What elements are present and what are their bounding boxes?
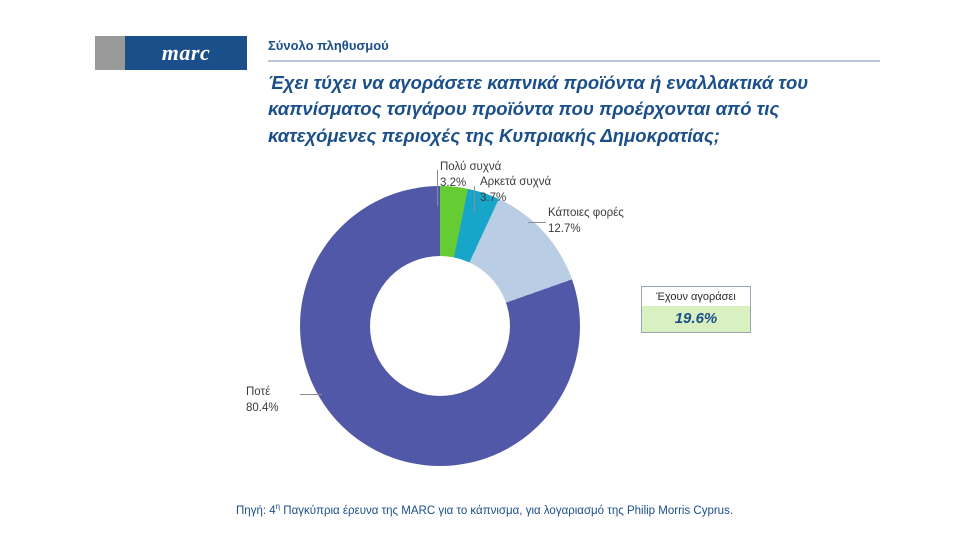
header-divider <box>268 60 880 62</box>
source-note-rest: Παγκύπρια έρευνα της MARC για το κάπνισμα, για λογαριασμό της Philip Morris Cyprus. <box>280 504 734 517</box>
slice-label-very-often-value: 3.2% <box>440 176 467 189</box>
slice-label-very-often-text: Πολύ συχνά <box>440 161 502 173</box>
donut-hole <box>370 256 510 396</box>
summary-callout-value: 19.6% <box>642 306 750 332</box>
leader-line-sometimes <box>528 222 546 223</box>
slide-kicker: Σύνολο πληθυσμού <box>268 38 389 53</box>
slice-label-quite-often-text: Αρκετά συχνά <box>480 176 552 188</box>
source-note <box>236 502 733 517</box>
slice-label-sometimes <box>548 206 624 237</box>
summary-callout <box>641 286 751 333</box>
slice-label-never-text: Ποτέ <box>246 386 271 398</box>
slice-label-never <box>246 385 279 416</box>
donut-chart <box>300 186 580 466</box>
slice-label-quite-often-value: 3.7% <box>480 191 507 204</box>
logo-wordmark-box <box>125 36 247 70</box>
page-title: Έχει τύχει να αγοράσετε καπνικά προϊόντα ή εναλλακτικά του καπνίσματος τσιγάρου προϊόντα που προέρχονται από τις κατεχόμενες περιοχές της Κυπριακής Δημοκρατίας; <box>268 72 809 146</box>
brand-logo <box>95 36 247 74</box>
leader-line-very-often <box>437 170 438 206</box>
logo-square-icon <box>95 36 125 70</box>
logo-wordmark: marc <box>161 40 211 65</box>
source-note-prefix: Πηγή: 4 <box>236 504 276 517</box>
summary-callout-label: Έχουν αγοράσει <box>656 291 736 303</box>
slice-label-sometimes-value: 12.7% <box>548 222 581 235</box>
leader-line-never <box>300 394 322 395</box>
source-note-sup: η <box>275 502 281 511</box>
slice-label-never-value: 80.4% <box>246 401 279 414</box>
slice-label-quite-often <box>480 175 551 206</box>
slice-label-sometimes-text: Κάποιες φορές <box>548 207 624 219</box>
